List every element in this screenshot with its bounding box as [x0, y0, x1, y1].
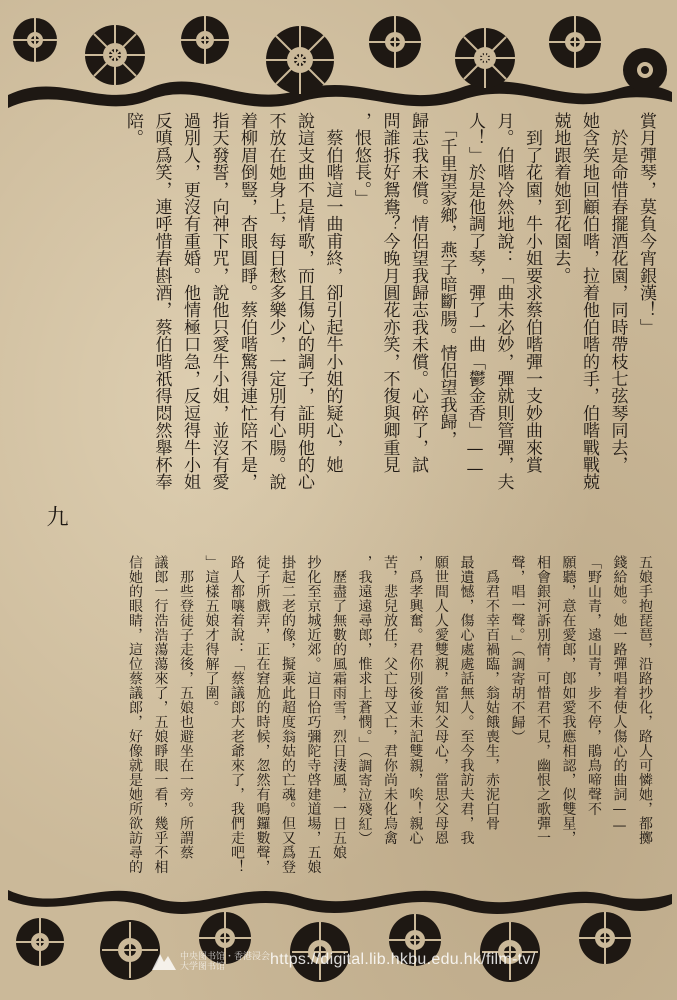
text-column: 問誰拆好鴛鴦？今晚月圓花亦笑，不復與卿重見: [379, 112, 400, 474]
text-column: 路人都嚷着說：「蔡議郎大老爺來了，我們走吧！: [229, 555, 245, 874]
text-column: 月。伯喈冷然地說：「曲未必妙，彈就則管彈，夫: [493, 112, 514, 491]
text-column: 「野山青，遠山青，步不停，鵑鳥啼聲不: [586, 555, 602, 816]
text-column: 指天發誓，向神下咒，說他只愛牛小姐，並沒有愛: [208, 112, 229, 491]
text-column: 「千里望家鄉，燕子暗斷腸。情侶望我歸，: [436, 112, 457, 448]
text-column: 反嗔爲笑，連呼惜春斟酒，蔡伯喈祇得悶然舉杯奉: [151, 112, 172, 491]
text-column: 最遺憾，傷心處處話無人。至今我訪夫君，我: [458, 555, 475, 845]
text-column: 爲君不幸百禍臨，翁姑餓喪生，赤泥白骨: [484, 555, 500, 831]
text-column: 那些登徒子走後，五娘也避坐在一旁。所謂蔡: [178, 555, 194, 860]
text-column: 聲，唱一聲。」（調寄胡不歸）: [509, 555, 526, 744]
text-column: 賞月彈琴，莫負今宵銀漢！」: [636, 112, 656, 336]
library-logo-icon: [150, 950, 178, 974]
text-column: 五娘手抱琵琶，沿路抄化，路人可憐她，都擲: [637, 555, 653, 845]
text-column: 歷盡了無數的風霜雨雪，烈日淒風，一日五娘: [331, 555, 347, 860]
text-column: 兢地跟着她到花園去。: [550, 112, 571, 284]
text-column: 到了花園，牛小姐要求蔡伯喈彈一支妙曲來賞: [522, 112, 542, 474]
text-column: 議郎一行浩浩蕩蕩來了，五娘睜眼一看，幾乎不相: [152, 555, 169, 874]
text-column: 苦，悲兒放任，父亡母又亡，君你尚未化烏禽: [382, 555, 398, 845]
text-column: 過別人，更沒有重婚。他情極口急，反逗得牛小姐: [180, 112, 200, 491]
text-column: 掛起二老的像，擬乘此超度翁姑的亡魂。但又爲登: [280, 555, 296, 874]
text-column: 錢給她。她一路彈唱着使人傷心的曲詞——: [611, 555, 628, 835]
text-column: 着柳眉倒豎，杏眼圓睜。蔡伯喈驚得連忙陪不是，: [237, 112, 257, 491]
text-column: 相會銀河訴別情，可惜君不見，幽恨之歌彈一: [535, 555, 551, 845]
text-column: 她含笑地回顧伯喈，拉着他伯喈的手，伯喈戰戰兢: [579, 112, 599, 491]
text-column: 歸志我未償。情侶望我歸志我未償。心碎了，試: [408, 112, 428, 474]
watermark: [150, 947, 570, 977]
top-floral-border: [0, 0, 677, 120]
text-column: 陪。: [123, 112, 143, 147]
text-column: 於是命惜春擺酒花園，同時帶枝七弦琴同去，: [607, 112, 628, 474]
watermark-url[interactable]: https://digital.lib.hkbu.edu.hk/film-tv/: [270, 951, 536, 968]
bottom-floral-border: [0, 880, 677, 1000]
text-column: 人！」於是他調了琴，彈了一曲「鬱金香」——: [465, 112, 485, 480]
text-column: ，爲孝興奮。君你別後並未記雙親，唉！親心: [407, 555, 424, 845]
text-column: 信她的眼睛，這位蔡議郎，好像就是她所欲訪尋的: [127, 555, 143, 874]
watermark-org: 中央图书馆・香港浸会大学图书馆: [180, 951, 271, 971]
text-column: 願聽，意在愛郎，郎如愛我應相認，似雙星，: [560, 555, 577, 845]
page-number: 九: [43, 505, 68, 527]
text-column: ，我遠遠尋郎，惟求上蒼憫。」（調寄泣殘紅）: [356, 555, 373, 846]
text-column: ，恨悠長。」: [351, 112, 371, 207]
text-column: 不放在她身上，每日愁多樂少，一定別有心腸。說: [265, 112, 286, 491]
text-column: 蔡伯喈這一曲甫終，卻引起牛小姐的疑心，她: [322, 112, 343, 474]
text-column: 願世間人人愛雙親，當知父母心，當思父母恩: [433, 555, 449, 845]
text-column: 抄化至京城近郊。這日恰巧彌陀寺啓建道場，五娘: [305, 555, 322, 874]
text-column: 」這樣五娘才得解了圍。: [203, 555, 220, 715]
text-column: 徒子所戲弄，正在窘尬的時候，忽然有鳴鑼數聲，: [254, 555, 271, 874]
text-column: 說這支曲不是情歌，而且傷心的調子，証明他的心: [294, 112, 314, 491]
